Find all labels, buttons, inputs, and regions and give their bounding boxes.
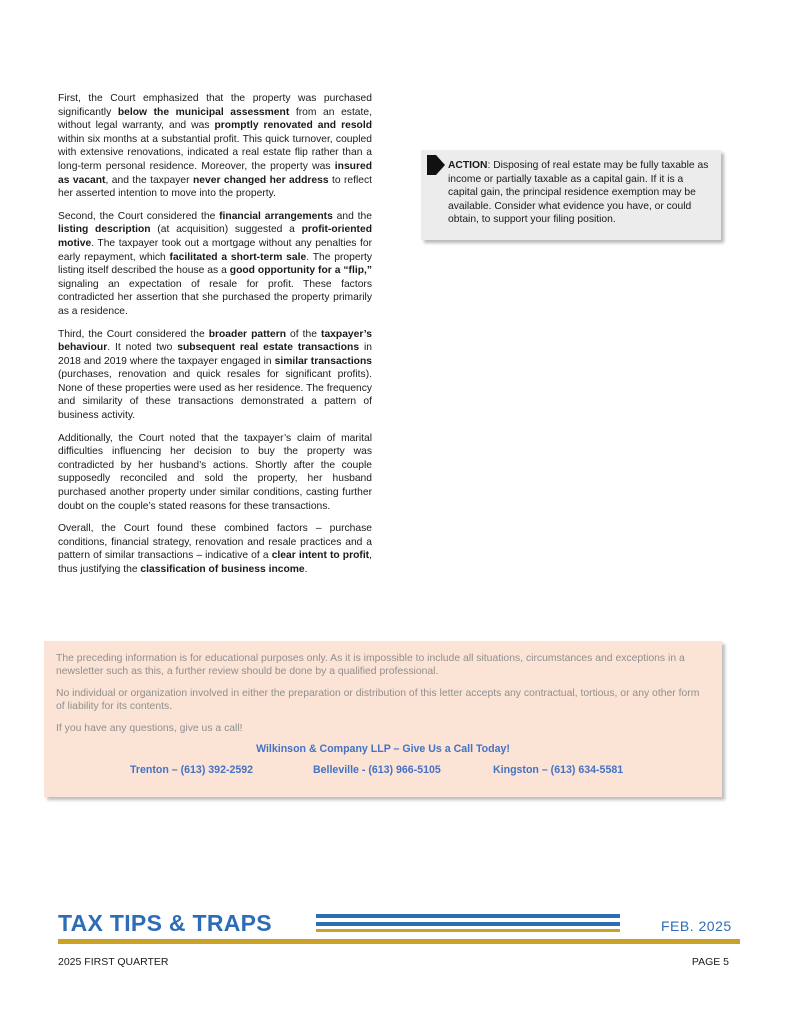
body-text: to reflect her asserted intention to move into the property. [58,174,372,200]
emphasis-text: good opportunity for a “flip,” [229,265,373,277]
disclaimer-liability: No individual or organization involved in either the preparation or distribution of this letter accepts any contractual, tortious, or any other form of liability for its contents. [56,687,700,713]
firm-contact-line: Wilkinson & Company LLP – Give Us a Call Today! [256,743,510,756]
body-text: . [304,564,308,575]
disclaimer-educational: The preceding information is for educational purposes only. As it is impossible to include all situations, circumstances and exceptions in a newsletter such as this, a further review should be done by a qualified professional. [56,653,685,678]
body-text: from an estate, without legal warranty, and was [58,106,372,132]
emphasis-text: classification of business income [140,564,305,575]
paragraph-conclusion [58,522,372,576]
body-text: Overall, the Court found these combined factors – purchase conditions, financial strategy, renovation and resale practices and a pattern of similar transactions – indicative of a [58,523,372,562]
newsletter-title: TAX TIPS & TRAPS [58,910,272,936]
emphasis-text: listing description [58,224,151,236]
office-phone-list [56,764,710,780]
body-text: . The taxpayer took out a mortgage without any penalties for early repayment, which [58,237,372,263]
body-text: . The property listing itself described the house as a [58,251,373,277]
body-text: Third, the Court considered the [58,328,209,340]
page-number: PAGE 5 [691,956,729,968]
body-text: (purchases, renovation and quick resales for significant profits). None of these properties were used as her residence. The frequency and similarity of these transactions demonstrated a pattern of business activity. [58,369,372,422]
body-text: Second, the Court considered the [58,210,220,222]
emphasis-text: profit-oriented motive [58,224,372,249]
gold-rule-full [58,939,740,944]
body-text: , and the taxpayer [105,174,193,186]
body-text: signaling an expectation of resale for profit. These factors contradicted her assertion that she purchased the property primarily as a residence. [58,278,372,317]
blue-stripe-top [316,914,620,918]
body-text: , thus justifying the [58,550,372,575]
emphasis-text: broader pattern [208,328,286,340]
body-text: . It noted two [107,342,178,354]
action-text [448,160,708,225]
body-text: within six months at a substantial profit. This quick turnover, coupled with extensive renovations, indicated a real estate flip rather than a long-term personal residence. Moreover, the property was [58,133,372,172]
emphasis-text: subsequent real estate transactions [177,342,360,354]
emphasis-text: promptly renovated and resold [214,120,372,132]
body-text: Additionally, the Court noted that the taxpayer’s claim of marital difficulties influencing her decision to buy the property was contradicted by her husband’s actions. Shortly after the couple supposedly reconciled and sold the property, her husband purchased another property under similar conditions, casting further doubt on the couple’s stated reasons for these transactions. [58,432,372,512]
body-text: in 2018 and 2019 where the taxpayer engaged in [58,342,372,367]
paragraph-second-factor [58,210,372,319]
emphasis-text: similar transactions [274,355,372,367]
phone-belleville[interactable]: Belleville - (613) 966-5105 [313,764,441,777]
emphasis-text: facilitated a short-term sale [169,251,307,263]
paragraph-marital-claim [58,432,372,514]
body-text: First, the Court emphasized that the property was purchased significantly [58,93,372,118]
paragraph-first-factor [58,92,372,201]
emphasis-text: taxpayer’s behaviour [58,328,372,354]
emphasis-text: below the municipal assessment [117,106,290,118]
phone-kingston[interactable]: Kingston – (613) 634-5581 [493,764,624,777]
disclaimer-call-prompt: If you have any questions, give us a call! [56,722,243,734]
body-text: and the [332,210,373,222]
article-body [58,92,372,586]
emphasis-text: clear intent to profit [271,550,370,562]
emphasis-text: never changed her address [192,174,329,186]
blue-stripe-bottom [316,922,620,926]
action-callout [421,150,721,240]
body-text: (at acquisition) suggested a [150,224,302,236]
disclaimer-box [44,641,722,797]
action-label: ACTION [448,160,488,171]
issue-quarter: 2025 FIRST QUARTER [58,956,169,968]
paragraph-third-factor [58,328,372,423]
emphasis-text: financial arrangements [219,210,333,222]
issue-date: FEB. 2025 [661,918,732,934]
emphasis-text: insured as vacant [58,160,372,186]
phone-trenton[interactable]: Trenton – (613) 392-2592 [130,764,254,777]
gold-stripe-short [316,929,620,932]
body-text: of the [286,328,322,340]
action-body: : Disposing of real estate may be fully taxable as income or partially taxable as a capital gain. If it is a capital gain, the principal residence exemption may be available. Consider what evidence you have, or could obtain, to support your filing position. [448,160,709,226]
